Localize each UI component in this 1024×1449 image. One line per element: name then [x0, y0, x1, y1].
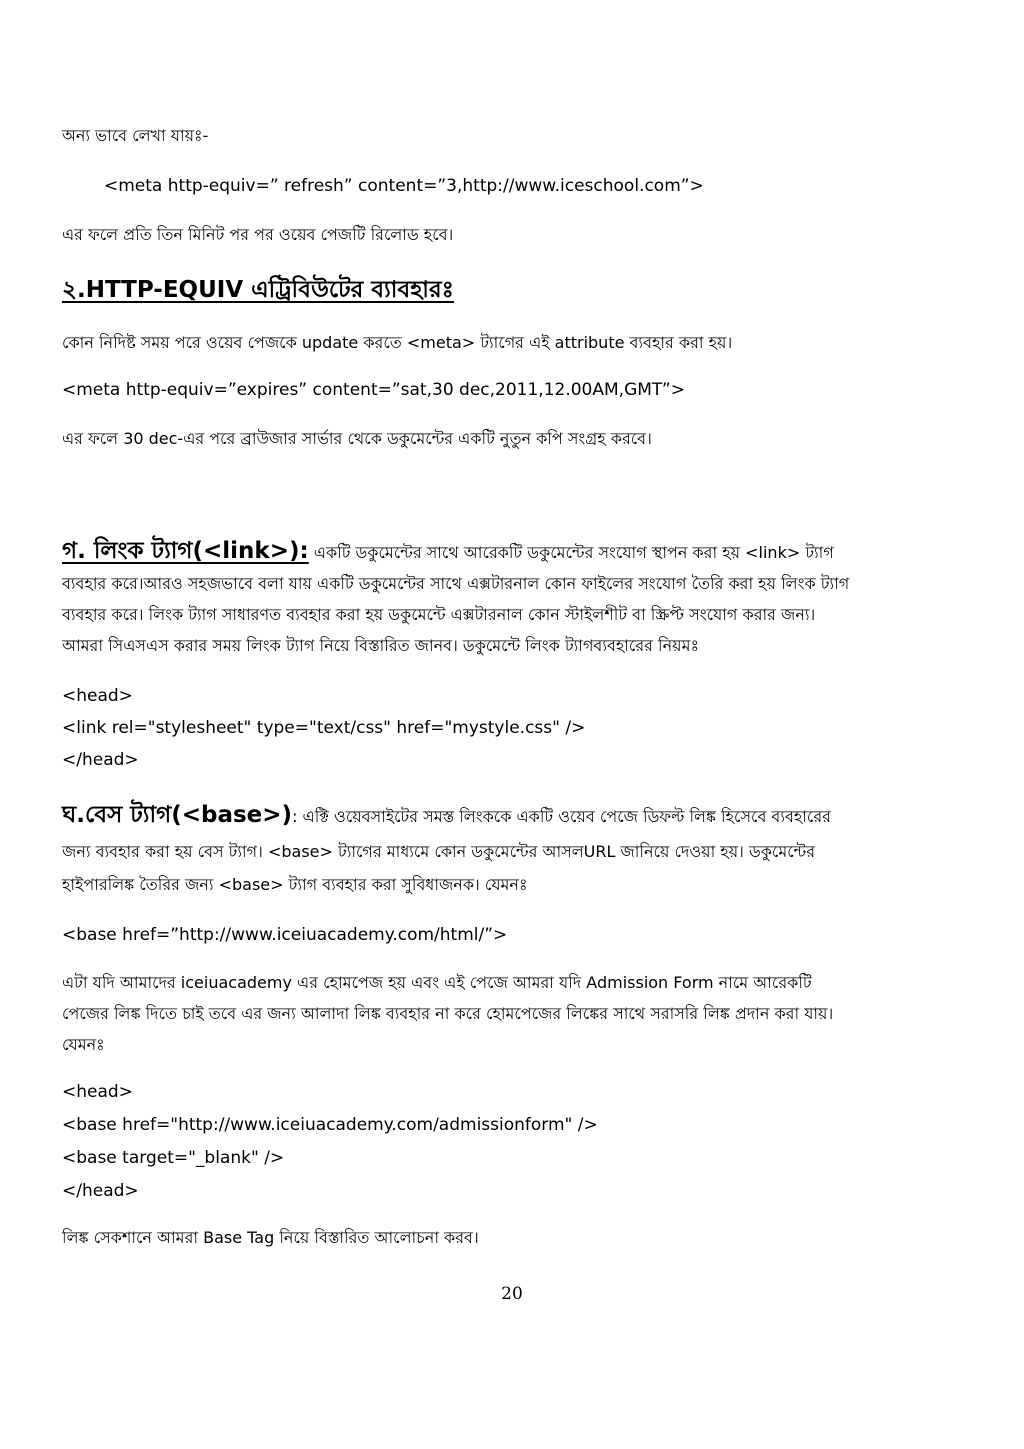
- text-span: : এক্টি ওয়েবসাইটের সমস্ত লিংককে একটি ওয়েব পেজে ডিফল্ট লিঙ্ক হিসেবে ব্যবহারের: [292, 807, 831, 826]
- section-heading-base-tag: ঘ.বেস ট্যাগ(<base>): [62, 802, 293, 828]
- code-line: <meta http-equiv=” refresh” content=”3,http://www.iceschool.com”>: [104, 176, 704, 196]
- section-heading-link-tag: গ. লিংক ট্যাগ(<link>):: [62, 538, 309, 564]
- code-line: <base href="http://www.iceiuacademy.com/admissionform" />: [62, 1115, 598, 1135]
- code-line: </head>: [62, 750, 139, 770]
- text-line: কোন নিদিষ্ট সময় পরে ওয়েব পেজকে update করতে <meta> ট্যাগের এই attribute ব্যবহার করা হয়।: [62, 333, 733, 352]
- text-line: আমরা সিএসএস করার সময় লিংক ট্যাগ নিয়ে বিস্তারিত জানব। ডকুমেন্টে লিংক ট্যাগব্যবহারের নিয়মঃ: [62, 636, 700, 655]
- text-line: পেজের লিঙ্ক দিতে চাই তবে এর জন্য আলাদা লিঙ্ক ব্যবহার না করে হোমপেজের লিঙ্কের সাথে সরাসরি লিঙ্ক প্রদান করা যায়।: [62, 1004, 834, 1023]
- text-line: ব্যবহার করে।আরও সহজভাবে বলা যায় একটি ডকুমেন্টের সাথে এক্সটারনাল কোন ফাইলের সংযোগ তৈরি করা হয় লিংক ট্যাগ: [62, 574, 850, 593]
- text-span: একটি ডকুমেন্টের সাথে আরেকটি ডকুমেন্টের সংযোগ স্থাপন করা হয় <link> ট্যাগ: [308, 543, 834, 562]
- text-line: এর ফলে 30 dec-এর পরে ব্রাউজার সার্ভার থেকে ডকুমেন্টের একটি নুতুন কপি সংগ্রহ করবে।: [62, 429, 652, 448]
- code-line: <base target="_blank" />: [62, 1148, 285, 1168]
- text-line: জন্য ব্যবহার করা হয় বেস ট্যাগ। <base> ট্যাগের মাধ্যমে কোন ডকুমেন্টের আসলURL জানিয়ে দেওয়া হয়। ডকুমেন্টের: [62, 842, 816, 861]
- text-line: লিঙ্ক সেকশানে আমরা Base Tag নিয়ে বিস্তারিত আলোচনা করব।: [62, 1228, 479, 1247]
- code-line: <head>: [62, 686, 133, 706]
- base-tag-intro: [62, 800, 831, 832]
- text-line: অন্য ভাবে লেখা যায়ঃ-: [62, 126, 209, 145]
- code-line: <head>: [62, 1082, 133, 1102]
- code-line: <base href=”http://www.iceiuacademy.com/html/”>: [62, 925, 508, 945]
- section-heading-http-equiv: ২.HTTP-EQUIV এট্রিবিউটের ব্যাবহারঃ: [62, 277, 454, 303]
- code-line: <meta http-equiv=”expires” content=”sat,30 dec,2011,12.00AM,GMT”>: [62, 380, 685, 400]
- text-line: যেমনঃ: [62, 1035, 105, 1054]
- text-line: এটা যদি আমাদের iceiuacademy এর হোমপেজ হয় এবং এই পেজে আমরা যদি Admission Form নামে আরেকটি: [62, 973, 812, 992]
- code-line: <link rel="stylesheet" type="text/css" href="mystyle.css" />: [62, 718, 586, 738]
- text-line: ব্যবহার করে। লিংক ট্যাগ সাধারণত ব্যবহার করা হয় ডকুমেন্টে এক্সটারনাল কোন স্টাইলশীট বা স্ক্রিপ্ট সংযোগ করার জন্য।: [62, 605, 816, 624]
- link-tag-intro: [62, 536, 834, 568]
- text-line: এর ফলে প্রতি তিন মিনিট পর পর ওয়েব পেজটি রিলোড হবে।: [62, 225, 454, 244]
- code-line: </head>: [62, 1181, 139, 1201]
- page-number: 20: [501, 1284, 523, 1304]
- text-line: হাইপারলিঙ্ক তৈরির জন্য <base> ট্যাগ ব্যবহার করা সুবিধাজনক। যেমনঃ: [62, 875, 528, 894]
